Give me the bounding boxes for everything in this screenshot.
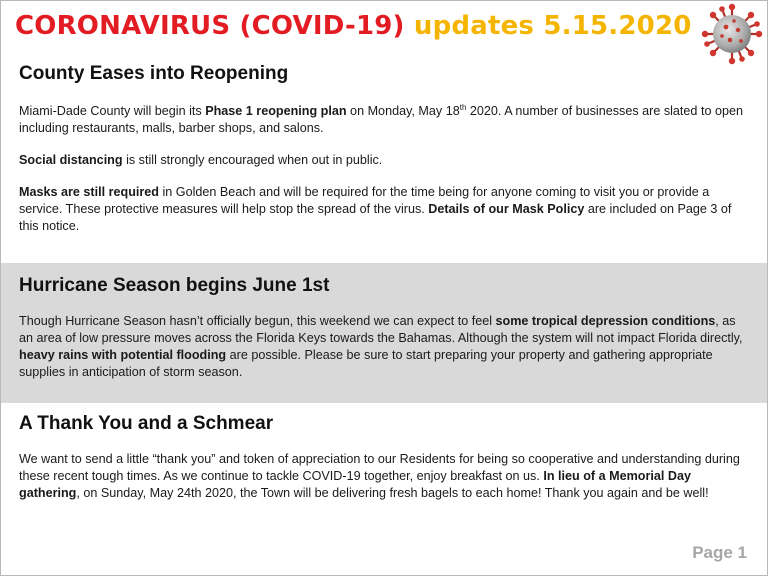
section-thank-you [1,413,767,502]
section-reopening [1,63,767,250]
page-title [15,11,692,41]
title-update-date: updates 5.15.2020 [413,11,692,41]
social-distancing-paragraph: Social distancing is still strongly encouraged when out in public. [19,153,383,168]
masks-paragraph: Masks are still required in Golden Beach and will be required for the time being for anyone coming to visit you or provide a service. These protective measures will help stop the spread of the virus. Details of our Mask Policy are included on Page 3 of this notice. [19,185,732,234]
section-hurricane [1,263,767,403]
section-heading: Hurricane Season begins June 1st [19,275,330,296]
page-number: Page 1 [692,543,747,562]
reopening-paragraph: Miami-Dade County will begin its Phase 1 reopening plan on Monday, May 18th 2020. A number of businesses are slated to open including restaurants, malls, barber shops, and salons. [19,103,743,136]
hurricane-paragraph: Though Hurricane Season hasn’t officially begun, this weekend we can expect to feel some tropical depression conditions, as an area of low pressure moves across the Florida Keys towards the Bahamas. Although the system will not impact Florida directly, heavy rains with potential flooding are possible. Please be sure to start preparing your property and gathering appropriate supplies in anticipation of storm season. [19,314,743,379]
thank-you-paragraph: We want to send a little “thank you” and token of appreciation to our Residents for being so cooperative and understanding during these recent tough times. As we continue to tackle COVID-19 together, enjoy breakfast on us. In lieu of a Memorial Day gathering, on Sunday, May 24th 2020, the Town will be delivering fresh bagels to each home! Thank you again and be well! [19,452,740,500]
title-coronavirus: CORONAVIRUS (COVID-19) [15,11,405,41]
section-heading: County Eases into Reopening [19,63,289,84]
section-heading: A Thank You and a Schmear [19,413,274,434]
coronavirus-icon [701,3,763,65]
